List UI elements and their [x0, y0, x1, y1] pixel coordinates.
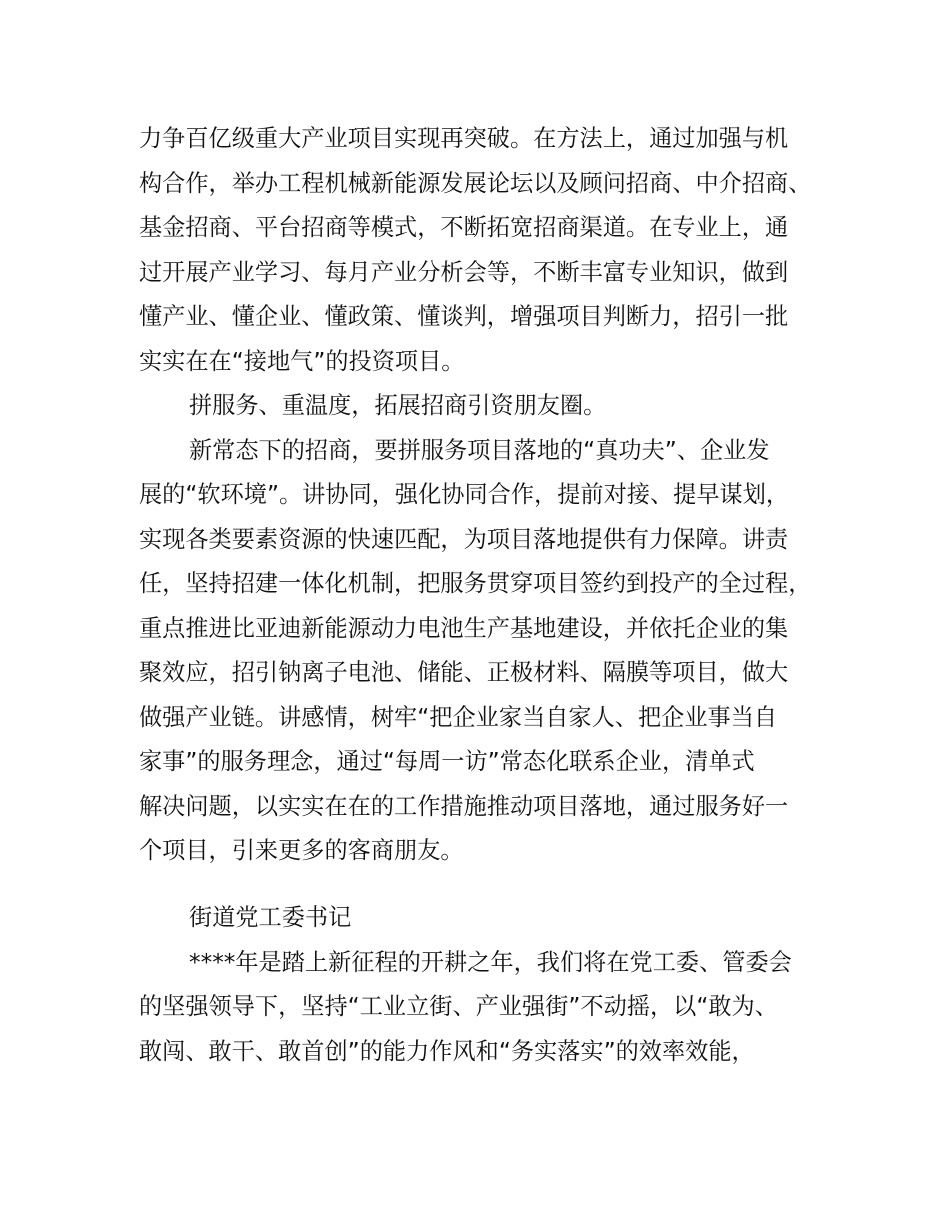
text-line: 做强产业链。讲感情，树牢“把企业家当自家人、把企业事当自	[139, 703, 778, 731]
speaker-title: 街道党工委书记	[189, 904, 352, 931]
text-line: 懂产业、懂企业、懂政策、懂谈判，增强项目判断力，招引一批	[139, 303, 789, 330]
section-heading: 拼服务、重温度，拓展招商引资朋友圈。	[189, 392, 607, 419]
text-line: 重点推进比亚迪新能源动力电池生产基地建设，并依托企业的集	[139, 614, 789, 642]
text-line: ****年是踏上新征程的开耕之年，我们将在党工委、管委会	[189, 948, 792, 976]
text-line: 构合作，举办工程机械新能源发展论坛以及顾问招商、中介招商、	[139, 169, 812, 197]
text-line: 敢闯、敢干、敢首创”的能力作风和“务实落实”的效率效能，	[139, 1037, 755, 1065]
text-line: 的坚强领导下，坚持“工业立街、产业强街”不动摇，以“敢为、	[139, 993, 778, 1020]
text-line: 新常态下的招商，要拼服务项目落地的“真功夫”、企业发	[189, 436, 770, 464]
body-text-section-1	[139, 117, 811, 874]
text-line: 家事”的服务理念，通过“每周一访”常态化联系企业，清单式	[139, 748, 755, 775]
text-line: 力争百亿级重大产业项目实现再突破。在方法上，通过加强与机	[139, 125, 789, 152]
text-line: 实现各类要素资源的快速匹配，为项目落地提供有力保障。讲责	[139, 525, 789, 553]
text-line: 基金招商、平台招商等模式，不断拓宽招商渠道。在专业上，通	[139, 214, 789, 241]
body-text-section-2	[139, 896, 811, 1074]
text-line: 解决问题，以实实在在的工作措施推动项目落地，通过服务好一	[139, 792, 789, 820]
text-line: 任，坚持招建一体化机制，把服务贯穿项目签约到投产的全过程，	[139, 570, 812, 597]
text-line: 展的“软环境”。讲协同，强化协同合作，提前对接、提早谋划，	[139, 481, 790, 508]
text-line: 个项目，引来更多的客商朋友。	[139, 837, 464, 864]
text-line: 聚效应，招引钠离子电池、储能、正极材料、隔膜等项目，做大	[139, 659, 789, 686]
text-line: 过开展产业学习、每月产业分析会等，不断丰富专业知识，做到	[139, 258, 789, 286]
text-line: 实实在在“接地气”的投资项目。	[139, 347, 465, 375]
